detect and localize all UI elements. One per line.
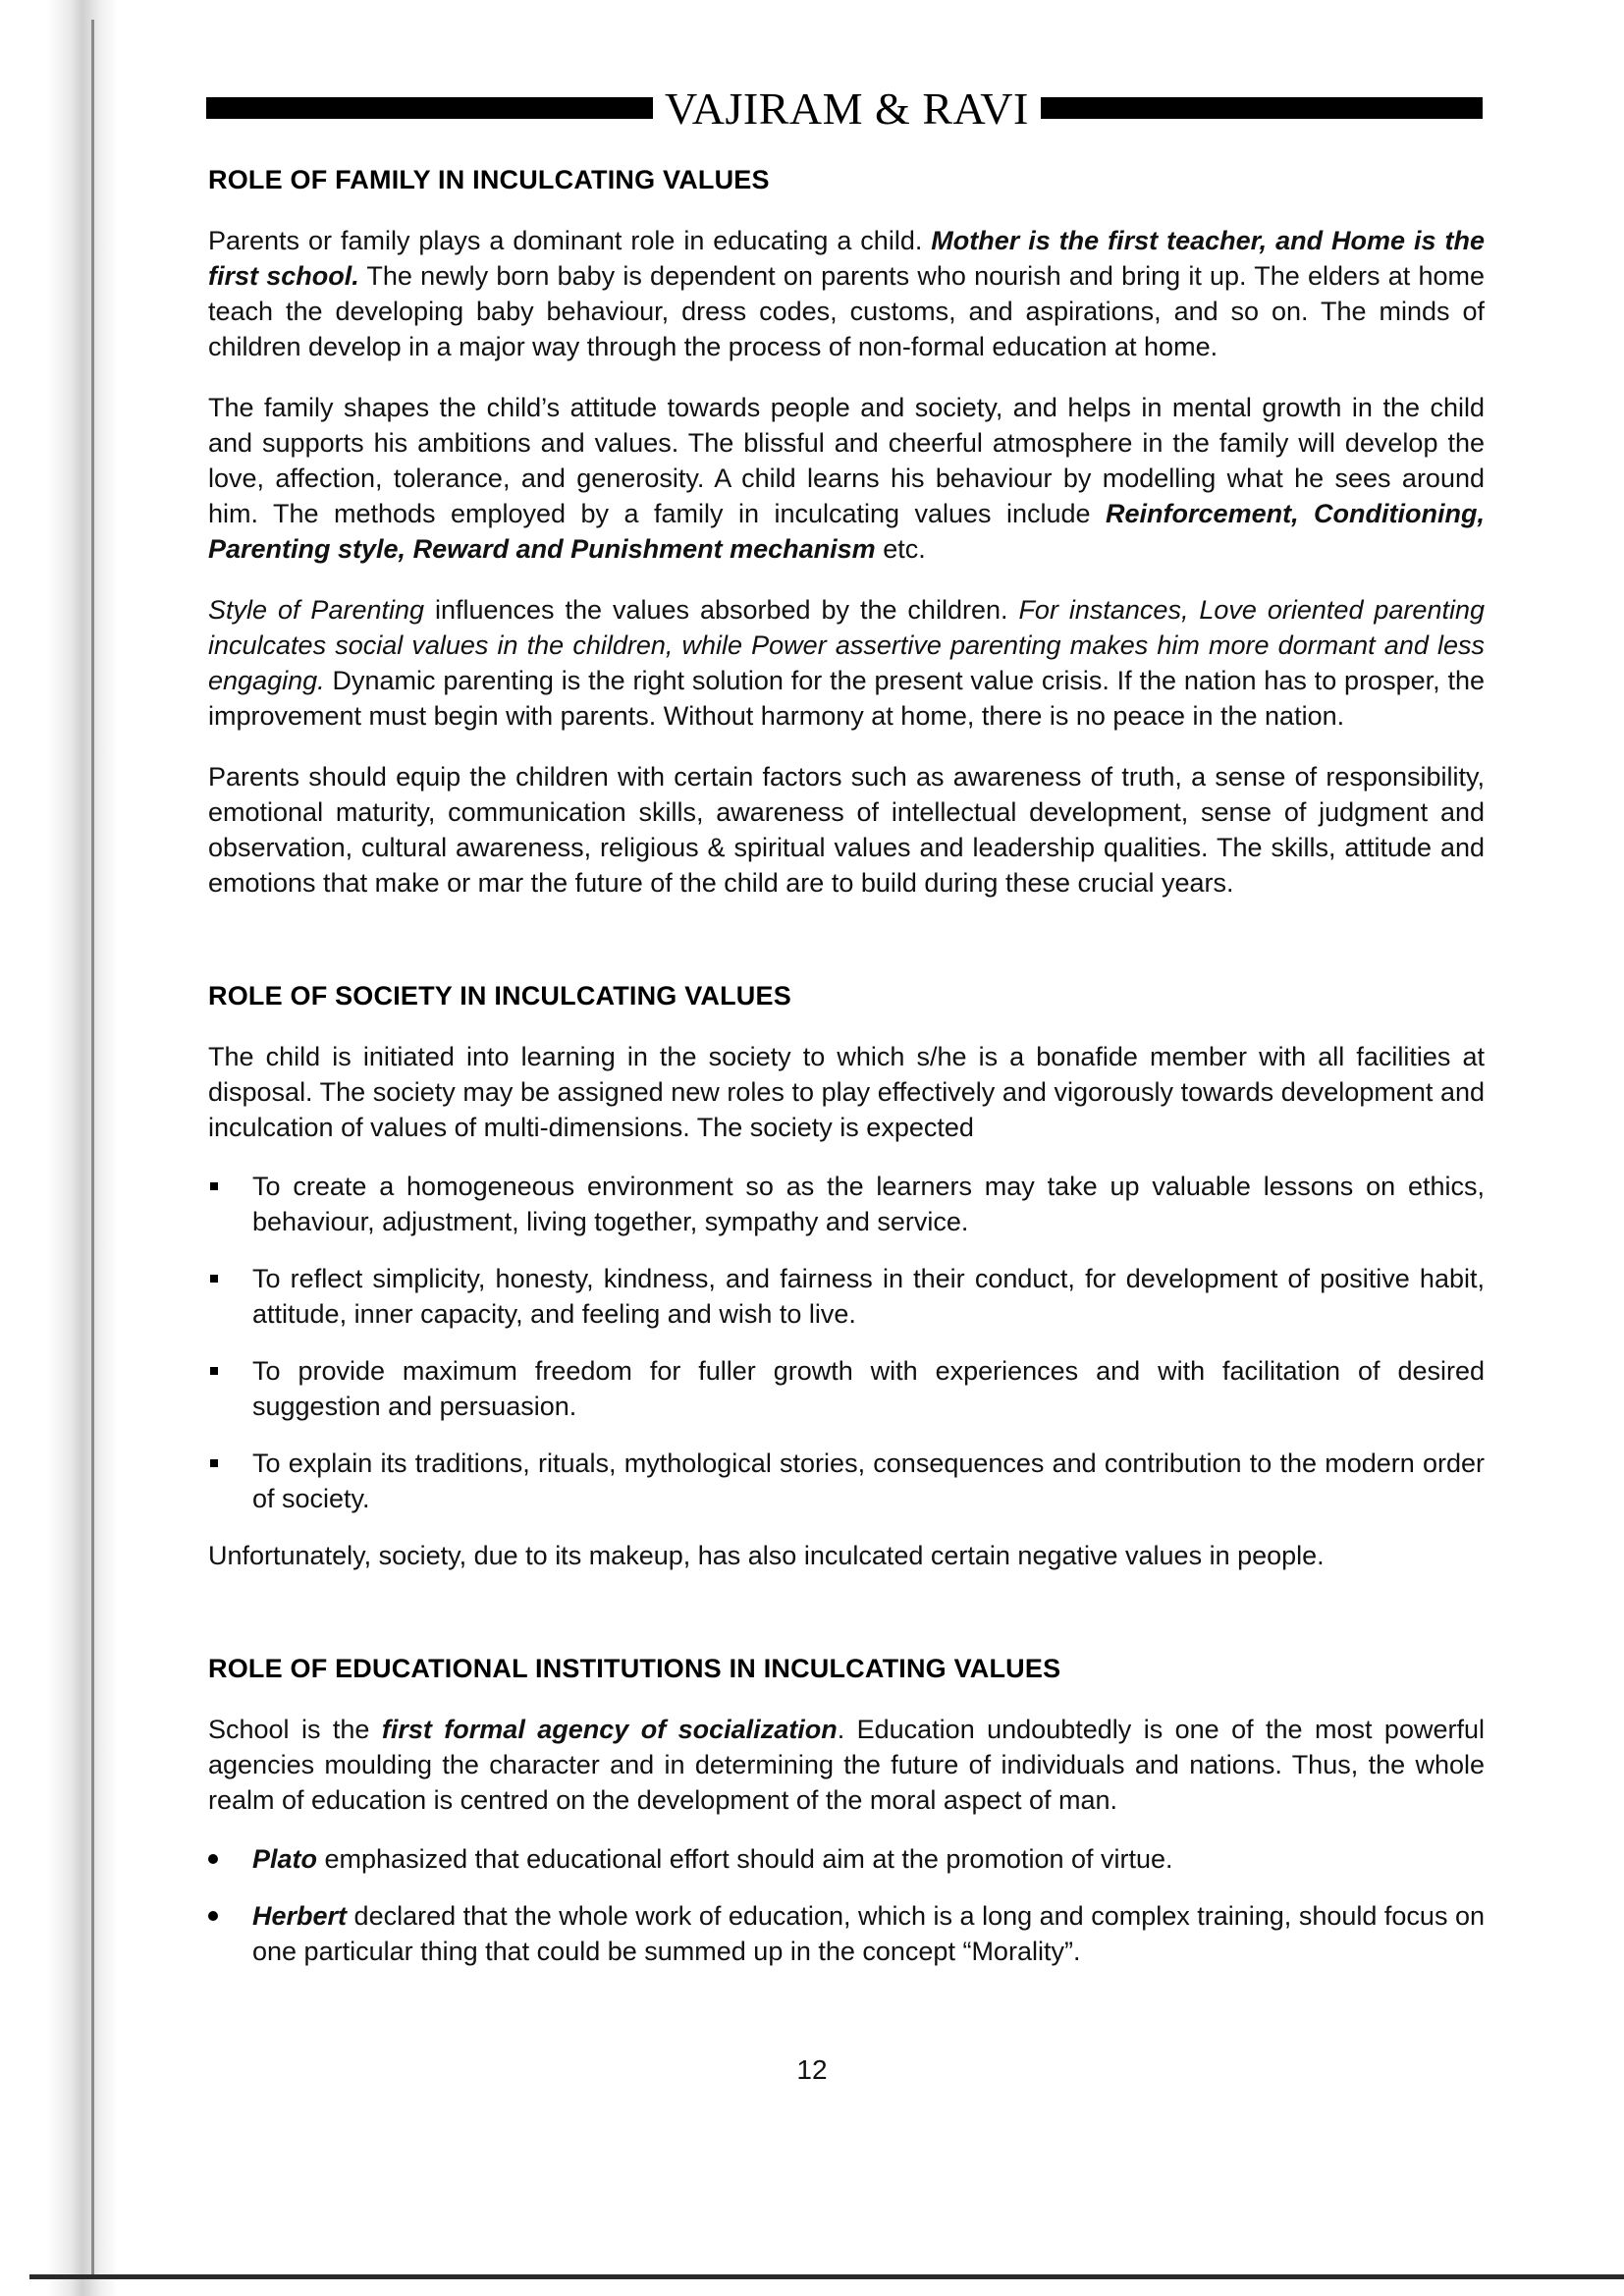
bottom-rule: [29, 2274, 1624, 2279]
list-item-text: To reflect simplicity, honesty, kindness, and fairness in their conduct, for development of positive habit, attitude, inner capacity, and feeling and wish to live.: [252, 1264, 1485, 1329]
list-item-text: [252, 1844, 1173, 1874]
page-header: [206, 81, 1483, 136]
emphasis-text: Herbert: [252, 1901, 348, 1931]
header-bar-left: [206, 97, 653, 119]
square-bullet-icon: [210, 1182, 218, 1190]
body-text: declared that the whole work of education, which is a long and complex training, should focus on one particular thing that could be summed up in the concept “Morality”.: [252, 1901, 1485, 1966]
body-text: Parents or family plays a dominant role in educating a child.: [208, 226, 932, 255]
list-item-text: To create a homogeneous environment so as the learners may take up valuable lessons on ethics, behaviour, adjustment, living together, sympathy and service.: [252, 1172, 1485, 1236]
society-bullet-list: [208, 1169, 1485, 1516]
family-paragraph-4: Parents should equip the children with certain factors such as awareness of truth, a sense of responsibility, emotional maturity, communication skills, awareness of intellectual development, sense of judgment and observation, cultural awareness, religious & spiritual values and leadership qualities. The skills, attitude and emotions that make or mar the future of the child are to build during these crucial years.: [208, 762, 1485, 898]
body-text: School is the: [208, 1715, 382, 1744]
italic-text: Style of Parenting: [208, 595, 425, 625]
society-closing: Unfortunately, society, due to its makeup, has also inculcated certain negative values in people.: [208, 1541, 1325, 1570]
list-item: [208, 1169, 1485, 1239]
body-text: Dynamic parenting is the right solution for the present value crisis. If the nation has to prosper, the improvement must begin with parents. Without harmony at home, there is no peace in the nation.: [208, 666, 1485, 731]
family-paragraph-3: [208, 592, 1485, 734]
emphasis-text: Mother is the first teacher, and Home is the first school.: [208, 226, 1485, 291]
emphasis-text: first formal agency of socialization: [381, 1715, 838, 1744]
binding-shadow: [0, 0, 118, 2296]
family-paragraph-1: [208, 223, 1485, 364]
page-number: 12: [796, 2054, 828, 2085]
square-bullet-icon: [210, 1459, 218, 1467]
education-paragraph-1: [208, 1712, 1485, 1818]
family-paragraph-2: [208, 390, 1485, 567]
list-item: [208, 1446, 1485, 1516]
header-bar-right: [1041, 97, 1483, 119]
society-heading: ROLE OF SOCIETY IN INCULCATING VALUES: [208, 981, 791, 1011]
list-item-text: To provide maximum freedom for fuller growth with experiences and with facilitation of desired suggestion and persuasion.: [252, 1356, 1485, 1421]
round-bullet-icon: [208, 1854, 218, 1864]
society-intro: The child is initiated into learning in the society to which s/he is a bonafide member with all facilities at disposal. The society may be assigned new roles to play effectively and vigorously towards development and inculcation of values of multi-dimensions. The society is expected: [208, 1042, 1485, 1142]
list-item-text: [252, 1901, 1485, 1966]
square-bullet-icon: [210, 1275, 218, 1283]
header-brand: VAJIRAM & RAVI: [665, 82, 1029, 134]
list-item: [208, 1261, 1485, 1332]
list-item: [208, 1841, 1485, 1877]
education-heading: ROLE OF EDUCATIONAL INSTITUTIONS IN INCULCATING VALUES: [208, 1654, 1061, 1683]
emphasis-text: Reinforcement, Conditioning, Parenting style, Reward and Punishment mechanism: [208, 499, 1485, 564]
family-heading: ROLE OF FAMILY IN INCULCATING VALUES: [208, 165, 770, 194]
body-text: emphasized that educational effort should aim at the promotion of virtue.: [317, 1844, 1173, 1874]
page-content: [208, 165, 1485, 1991]
italic-text: For instances, Love oriented parenting inculcates social values in the children, while Power assertive parenting makes him more dormant and less engaging.: [208, 595, 1485, 695]
body-text: The newly born baby is dependent on parents who nourish and bring it up. The elders at home teach the developing baby behaviour, dress codes, customs, and aspirations, and so on. The minds of children develop in a major way through the process of non-formal education at home.: [208, 261, 1485, 361]
body-text: . Education undoubtedly is one of the most powerful agencies moulding the character and in determining the future of individuals and nations. Thus, the whole realm of education is centred on the development of the moral aspect of man.: [208, 1715, 1485, 1815]
list-item: [208, 1353, 1485, 1424]
list-item: [208, 1898, 1485, 1969]
body-text: influences the values absorbed by the children.: [424, 595, 1019, 625]
binding-edge: [91, 20, 94, 2278]
body-text: The family shapes the child’s attitude towards people and society, and helps in mental growth in the child and supports his ambitions and values. The blissful and cheerful atmosphere in the family will develop the love, affection, tolerance, and generosity. A child learns his behaviour by modelling what he sees around him. The methods employed by a family in inculcating values include: [208, 393, 1485, 528]
emphasis-text: Plato: [252, 1844, 318, 1874]
body-text: etc.: [875, 534, 926, 564]
education-bullet-list: [208, 1841, 1485, 1969]
square-bullet-icon: [210, 1367, 218, 1375]
list-item-text: To explain its traditions, rituals, mythological stories, consequences and contribution to the modern order of society.: [252, 1449, 1485, 1513]
round-bullet-icon: [208, 1911, 218, 1921]
